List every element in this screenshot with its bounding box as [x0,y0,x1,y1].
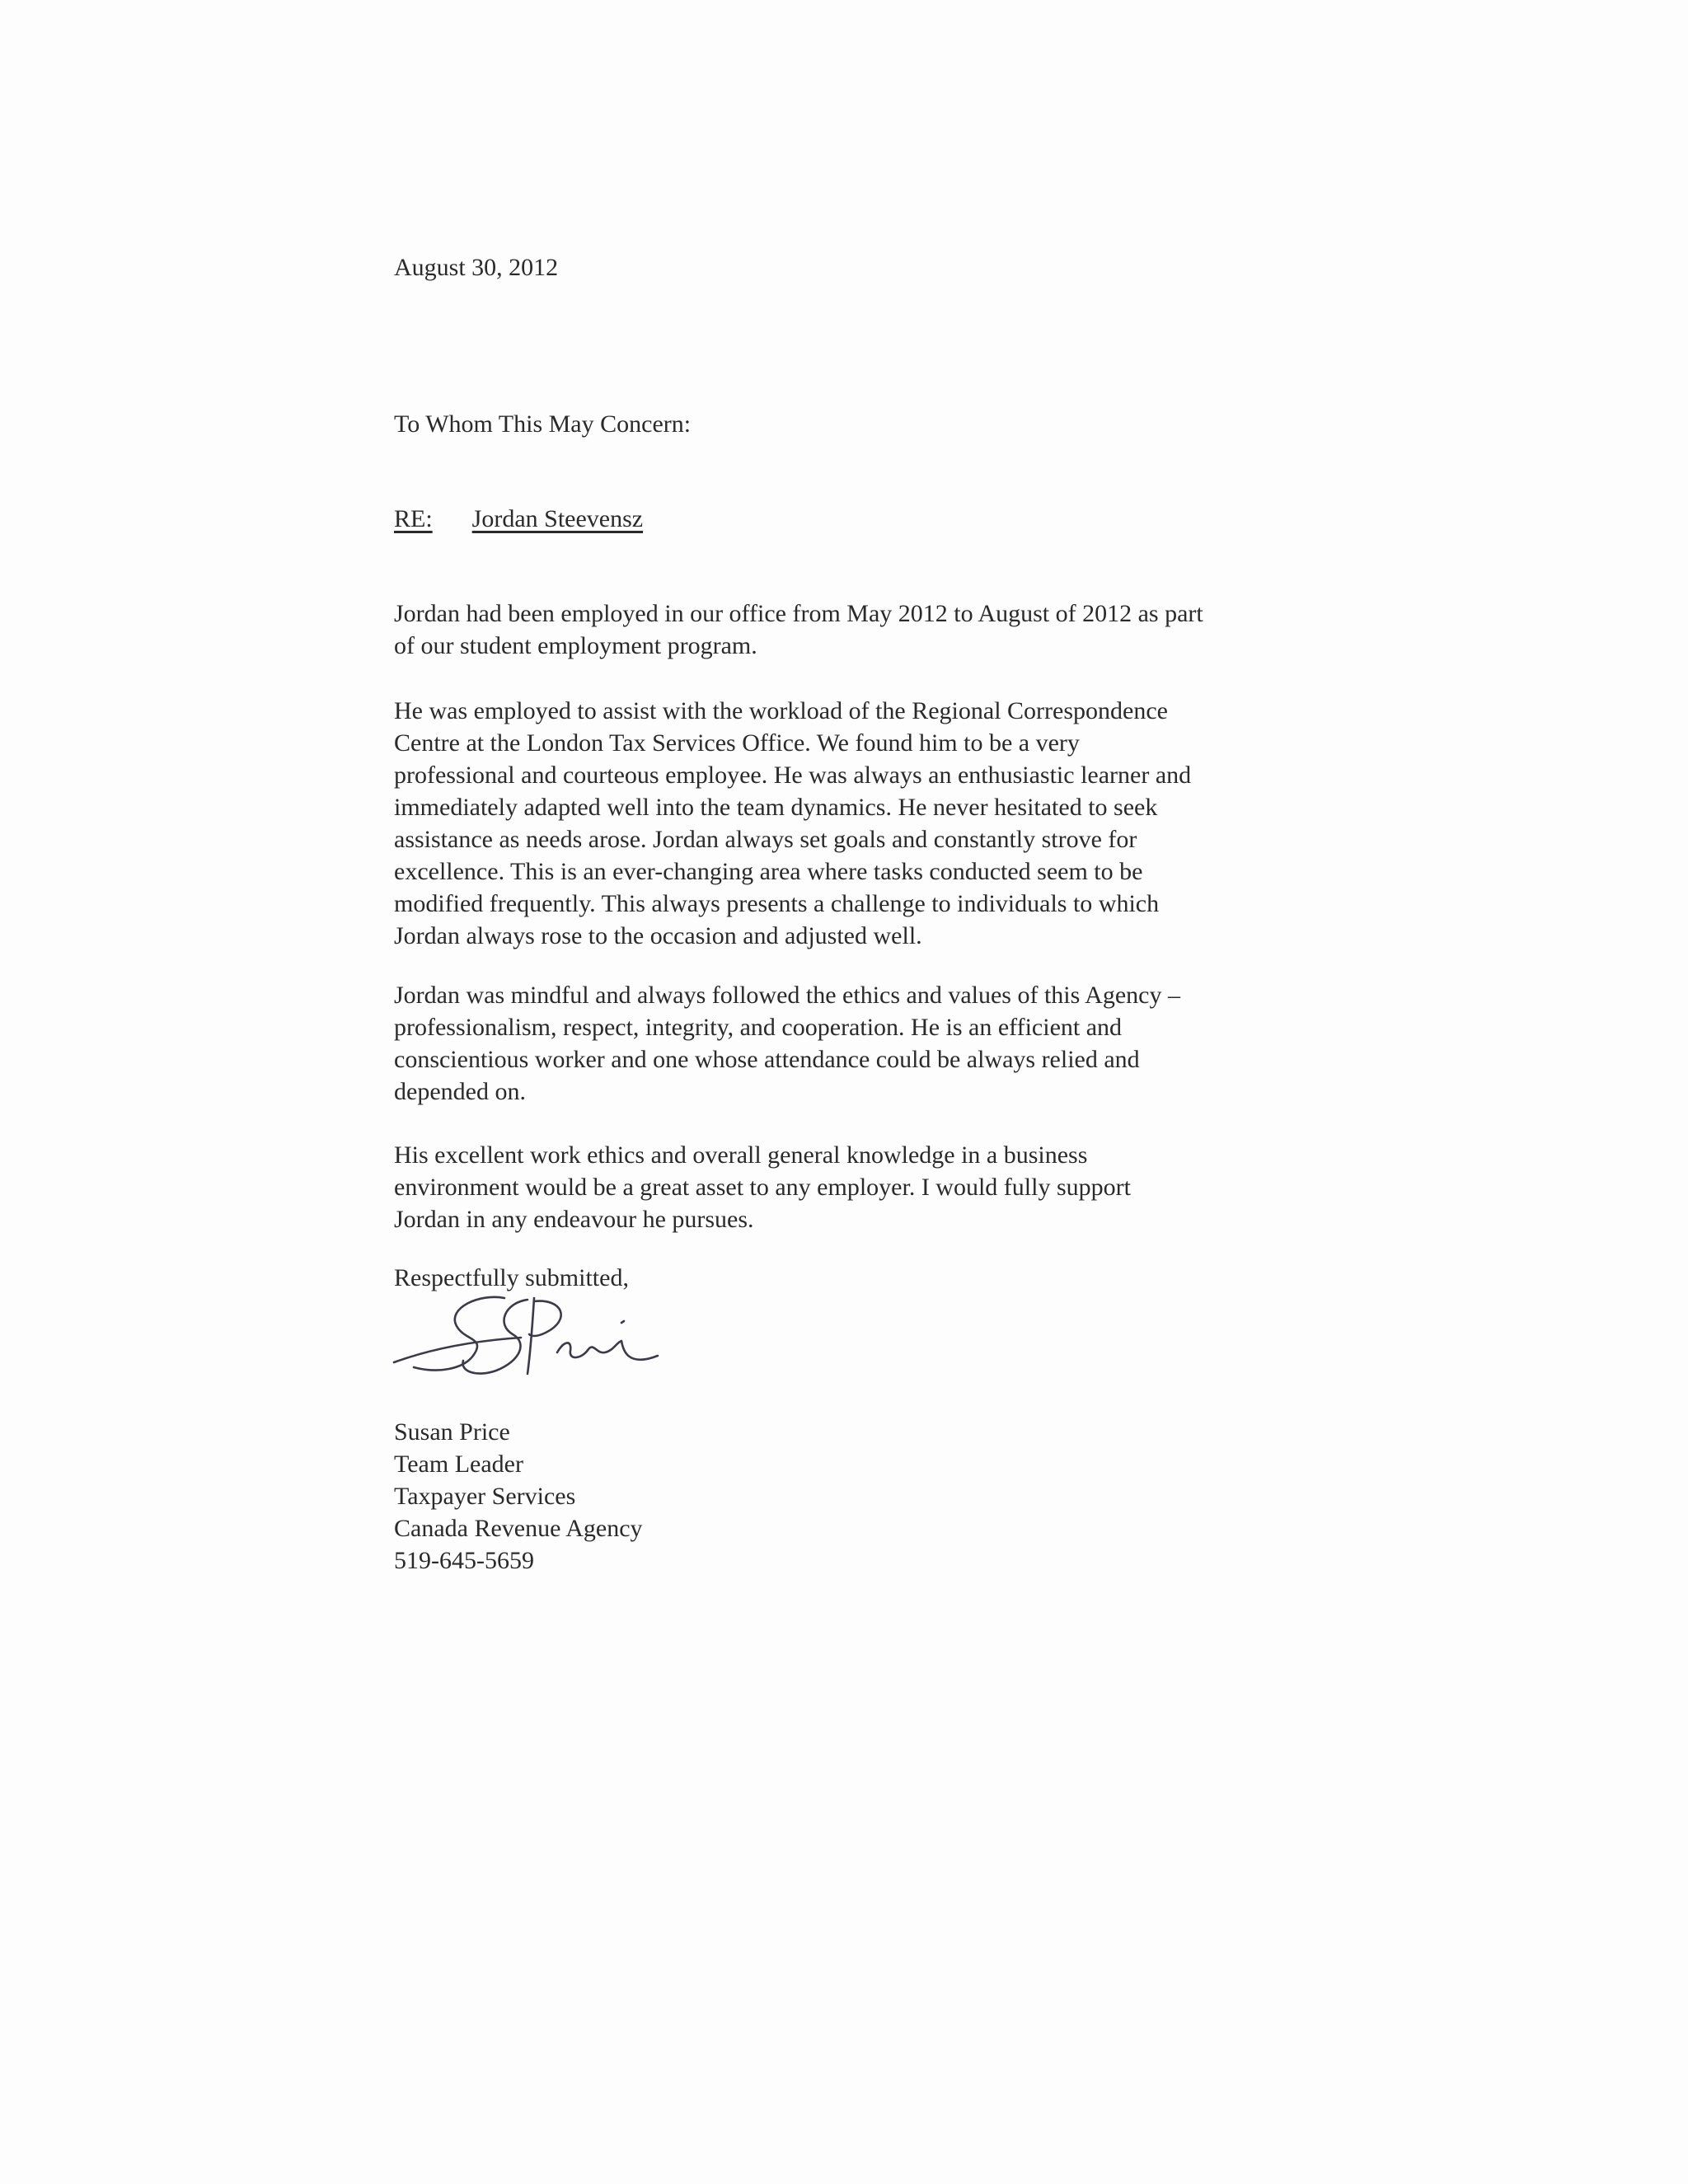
paragraph-line: He was employed to assist with the workload of the Regional Correspondence [394,697,1168,724]
signature-block [394,1416,643,1577]
signer-department: Taxpayer Services [394,1483,576,1510]
paragraph-line: Jordan had been employed in our office from May 2012 to August of 2012 as part [394,600,1203,627]
paragraph-line: depended on. [394,1078,526,1105]
paragraph-line: Centre at the London Tax Services Office. We found him to be a very [394,729,1080,757]
closing-line: Respectfully submitted, [394,1264,629,1291]
paragraph-line: environment would be a great asset to any employer. I would fully support [394,1174,1131,1201]
paragraph-line: professionalism, respect, integrity, and cooperation. He is an efficient and [394,1014,1123,1041]
signer-phone: 519-645-5659 [394,1547,534,1574]
paragraph-employment-period [394,598,1317,662]
paragraph-line: Jordan in any endeavour he pursues. [394,1206,754,1233]
paragraph-line: immediately adapted well into the team dynamics. He never hesitated to seek [394,794,1158,821]
salutation: To Whom This May Concern: [394,410,692,438]
subject-label: RE: [394,505,433,532]
signer-organization: Canada Revenue Agency [394,1515,643,1542]
subject-line [394,503,643,535]
paragraph-line: conscientious worker and one whose attendance could be always relied and [394,1046,1140,1073]
paragraph-line: excellence. This is an ever-changing area where tasks conducted seem to be [394,858,1143,885]
paragraph-line: of our student employment program. [394,632,757,659]
signer-name: Susan Price [394,1418,510,1446]
letter-date: August 30, 2012 [394,254,559,281]
paragraph-ethics [394,979,1317,1108]
paragraph-performance [394,695,1317,952]
paragraph-recommendation [394,1139,1317,1235]
paragraph-line: Jordan was mindful and always followed the ethics and values of this Agency – [394,982,1180,1009]
paragraph-line: assistance as needs arose. Jordan always set goals and constantly strove for [394,826,1137,853]
handwritten-signature [381,1291,686,1382]
paragraph-line: professional and courteous employee. He was always an enthusiastic learner and [394,762,1192,789]
paragraph-line: His excellent work ethics and overall general knowledge in a business [394,1141,1088,1169]
signer-title: Team Leader [394,1451,523,1478]
paragraph-line: modified frequently. This always presents a challenge to individuals to which [394,890,1160,917]
subject-name: Jordan Steevensz [471,505,644,532]
paragraph-line: Jordan always rose to the occasion and adjusted well. [394,922,922,949]
